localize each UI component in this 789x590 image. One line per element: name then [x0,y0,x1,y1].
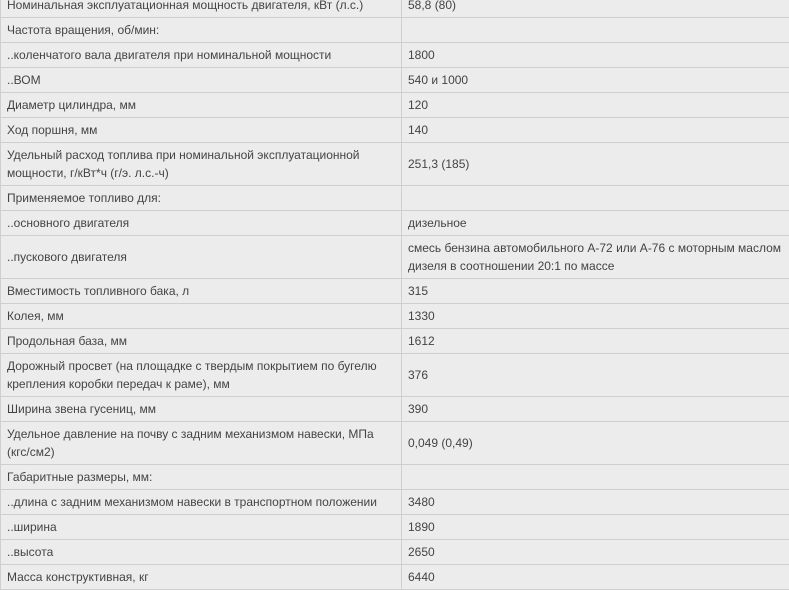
table-row [1,143,789,186]
table-row [1,236,789,279]
spec-param-cell: Ширина звена гусениц, мм [1,397,402,422]
table-row [1,490,789,515]
spec-value-cell: 540 и 1000 [402,68,789,93]
spec-value-cell: 376 [402,354,789,397]
spec-value-cell: 390 [402,397,789,422]
spec-param-cell: Диаметр цилиндра, мм [1,93,402,118]
spec-param-cell: Продольная база, мм [1,329,402,354]
spec-param-cell: Удельный расход топлива при номинальной эксплуатационной мощности, г/кВт*ч (г/э. л.с.-ч) [1,143,402,186]
table-row [1,68,789,93]
spec-param-cell: Масса конструктивная, кг [1,565,402,590]
spec-value-cell: 3480 [402,490,789,515]
table-row [1,43,789,68]
table-row [1,565,789,590]
spec-param-cell: Номинальная эксплуатационная мощность двигателя, кВт (л.с.) [1,0,402,18]
spec-value-cell: 1612 [402,329,789,354]
spec-param-cell: Вместимость топливного бака, л [1,279,402,304]
spec-value-cell: 315 [402,279,789,304]
table-row [1,18,789,43]
spec-param-cell: Удельное давление на почву с задним механизмом навески, МПа (кгс/см2) [1,422,402,465]
spec-value-cell [402,465,789,490]
spec-param-cell: ..ширина [1,515,402,540]
spec-value-cell: 1890 [402,515,789,540]
spec-param-cell: Дорожный просвет (на площадке с твердым покрытием по бугелю крепления коробки передач к раме), мм [1,354,402,397]
spec-param-cell: Частота вращения, об/мин: [1,18,402,43]
spec-value-cell: 251,3 (185) [402,143,789,186]
table-row [1,304,789,329]
spec-value-cell: 2650 [402,540,789,565]
spec-value-cell: 1330 [402,304,789,329]
spec-param-cell: Габаритные размеры, мм: [1,465,402,490]
table-row [1,397,789,422]
spec-value-cell: 0,049 (0,49) [402,422,789,465]
spec-value-cell: 120 [402,93,789,118]
spec-param-cell: ..коленчатого вала двигателя при номинальной мощности [1,43,402,68]
table-row [1,211,789,236]
spec-value-cell: 58,8 (80) [402,0,789,18]
table-row [1,422,789,465]
spec-param-cell: ..основного двигателя [1,211,402,236]
table-row [1,93,789,118]
spec-param-cell: ..ВОМ [1,68,402,93]
spec-value-cell [402,186,789,211]
table-row [1,465,789,490]
table-row [1,118,789,143]
spec-param-cell: Колея, мм [1,304,402,329]
table-row [1,279,789,304]
spec-value-cell: 6440 [402,565,789,590]
table-row [1,0,789,18]
spec-param-cell: Ход поршня, мм [1,118,402,143]
spec-value-cell: 1800 [402,43,789,68]
spec-value-cell: 140 [402,118,789,143]
table-row [1,186,789,211]
spec-value-cell [402,18,789,43]
table-row [1,329,789,354]
table-row [1,515,789,540]
spec-param-cell: ..высота [1,540,402,565]
spec-value-cell: смесь бензина автомобильного А-72 или А-76 с моторным маслом дизеля в соотношении 20:1 по массе [402,236,789,279]
spec-param-cell: Применяемое топливо для: [1,186,402,211]
spec-param-cell: ..длина с задним механизмом навески в транспортном положении [1,490,402,515]
table-row [1,354,789,397]
spec-param-cell: ..пускового двигателя [1,236,402,279]
table-row [1,540,789,565]
spec-value-cell: дизельное [402,211,789,236]
